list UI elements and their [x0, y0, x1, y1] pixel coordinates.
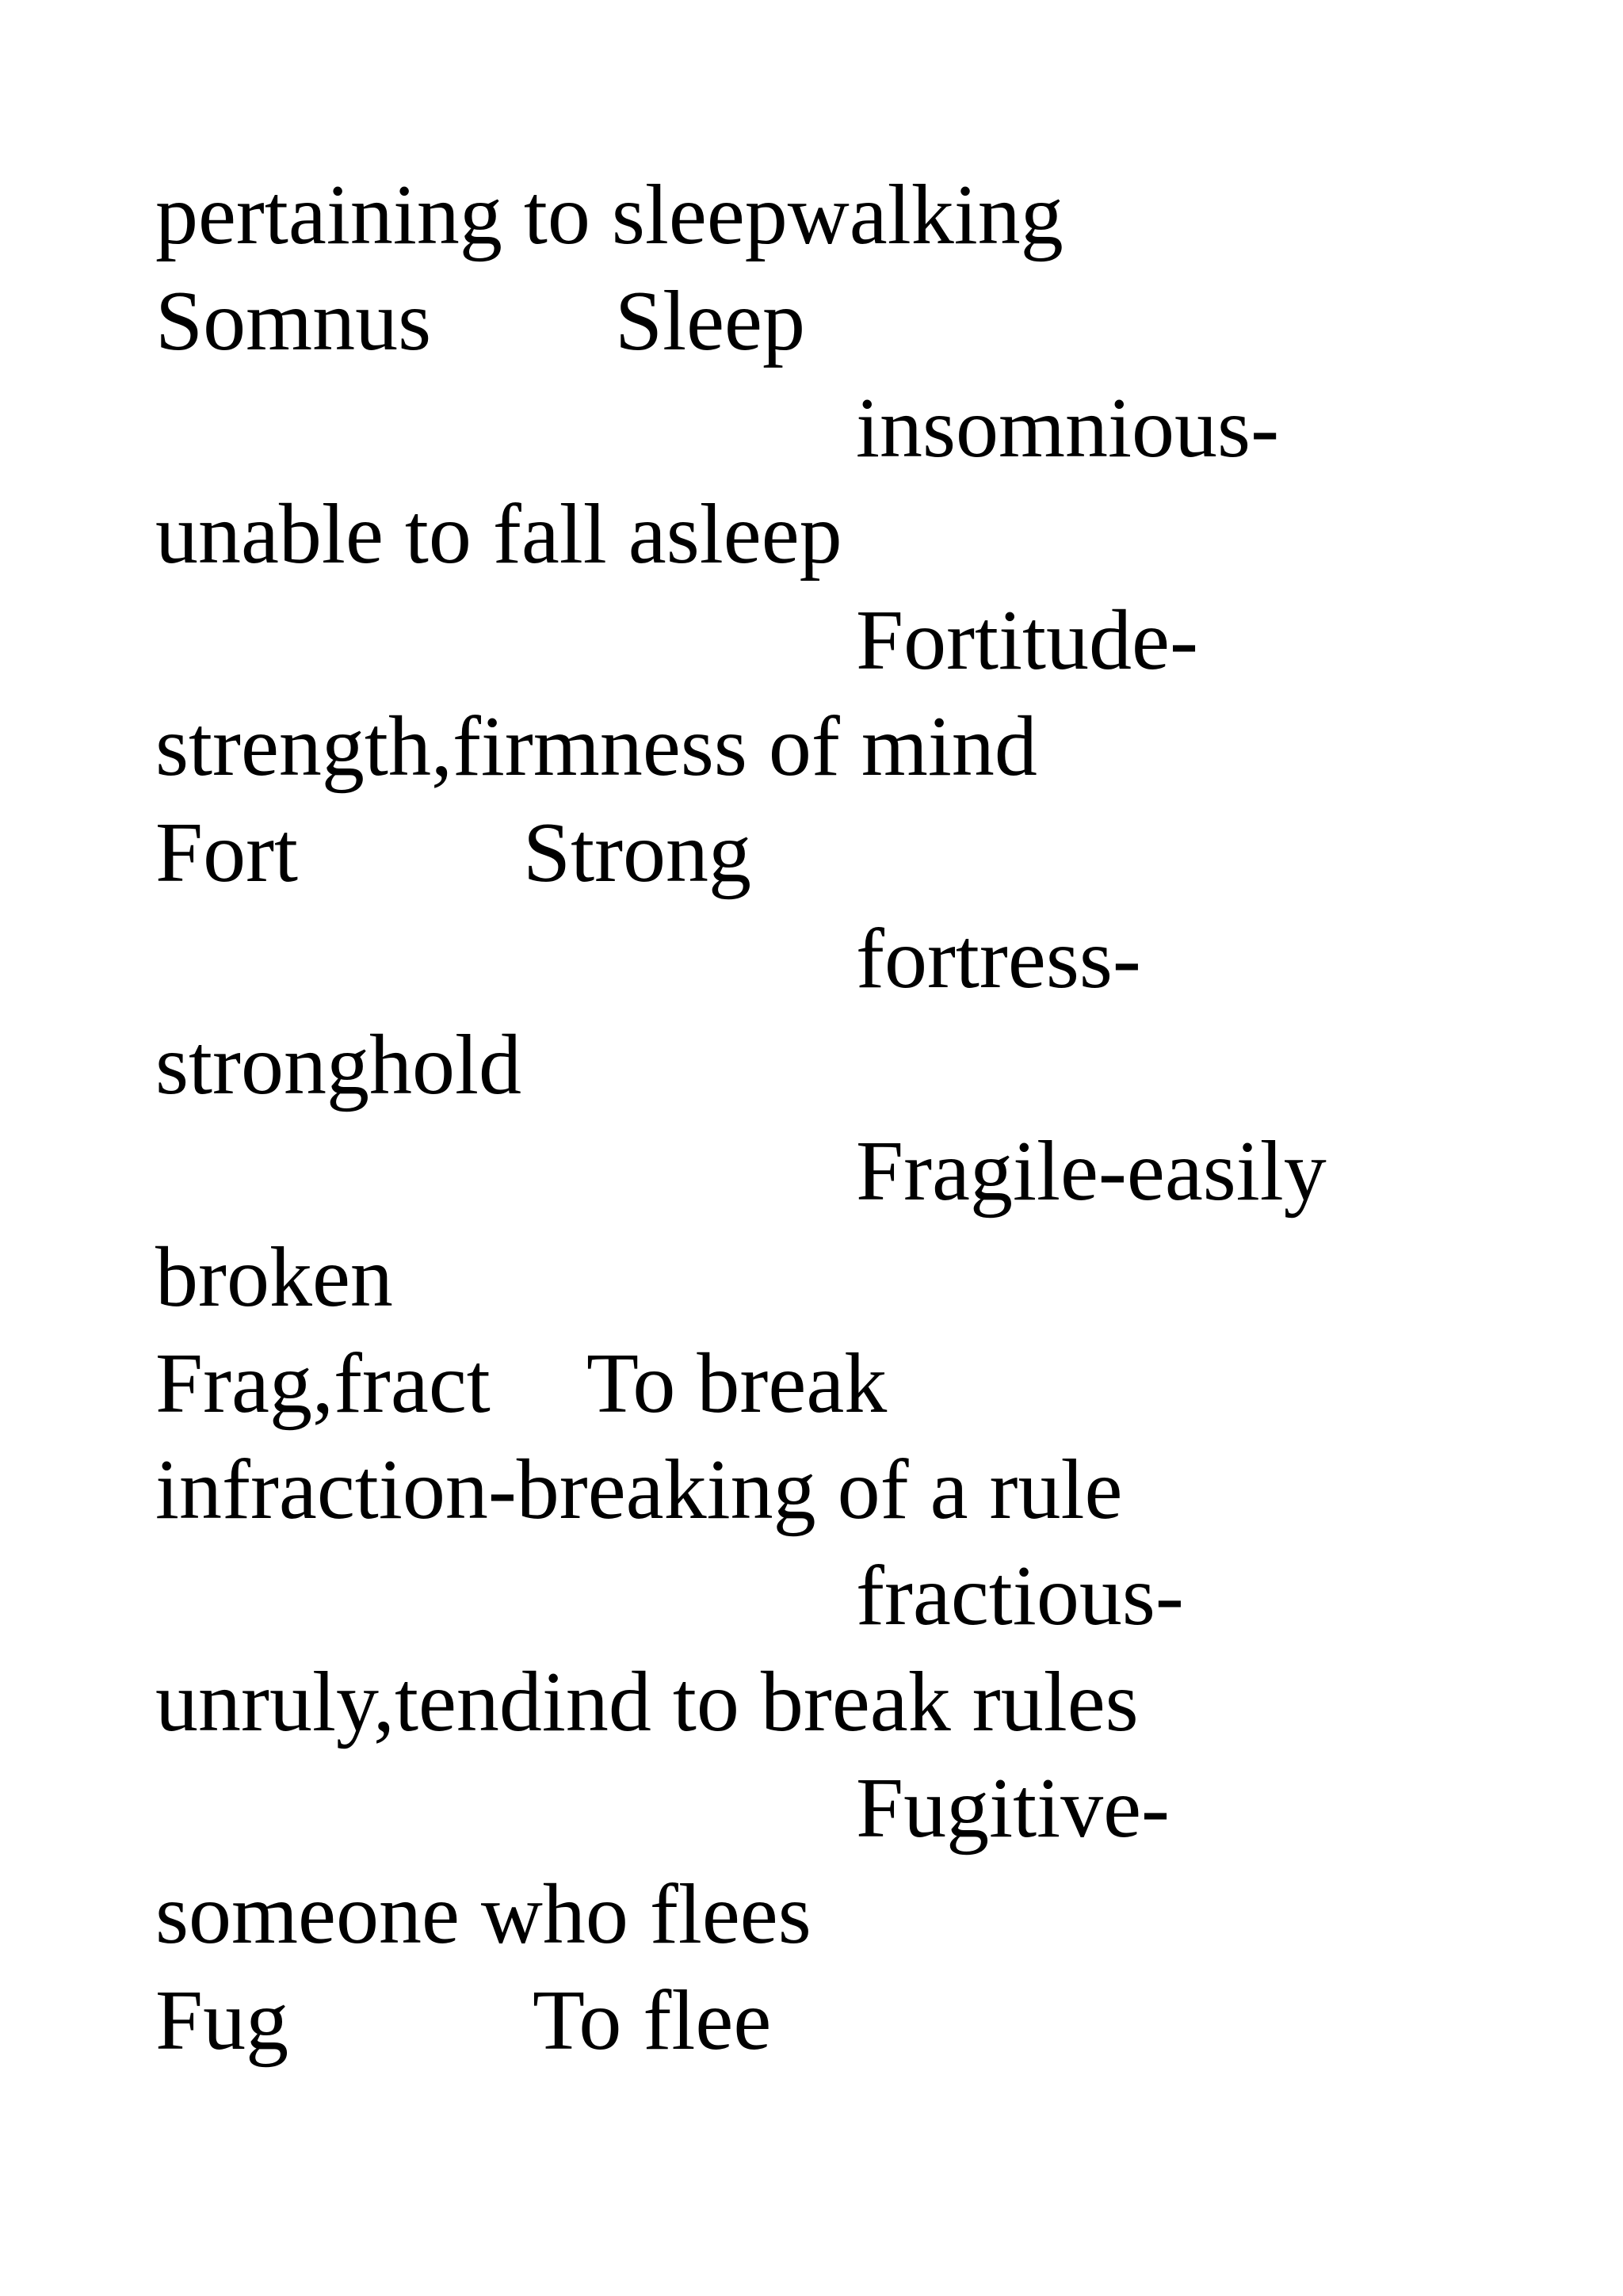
root-row-somnus	[155, 274, 805, 368]
root-row-fort	[155, 806, 752, 900]
root-word: Fort	[155, 806, 299, 900]
word-entry-fractious: fractious-	[856, 1549, 1184, 1643]
definition-line: unable to fall asleep	[155, 487, 842, 582]
definition-line: unruly,tendind to break rules	[155, 1655, 1139, 1749]
word-entry-fortress: fortress-	[856, 912, 1141, 1006]
text-line-1: pertaining to sleepwalking	[155, 168, 1064, 262]
root-row-fug	[155, 1974, 772, 2068]
definition-line: someone who flees	[155, 1867, 812, 1962]
root-row-frag	[155, 1337, 888, 1431]
root-word: Fug	[155, 1974, 289, 2068]
root-meaning: To flee	[533, 1974, 772, 2068]
definition-line: strength,firmness of mind	[155, 700, 1037, 794]
root-word: Somnus	[155, 274, 432, 368]
definition-line: stronghold	[155, 1018, 522, 1112]
word-entry-fragile: Fragile-easily	[856, 1124, 1327, 1219]
word-entry-fugitive: Fugitive-	[856, 1761, 1170, 1855]
root-meaning: Sleep	[615, 274, 805, 368]
root-meaning: To break	[586, 1337, 888, 1431]
definition-line: broken	[155, 1230, 393, 1325]
root-meaning: Strong	[523, 806, 752, 900]
word-entry-fortitude: Fortitude-	[856, 593, 1198, 688]
word-entry-infraction: infraction-breaking of a rule	[155, 1443, 1123, 1537]
root-word: Frag,fract	[155, 1337, 491, 1431]
word-entry-insomnious: insomnious-	[856, 381, 1280, 475]
